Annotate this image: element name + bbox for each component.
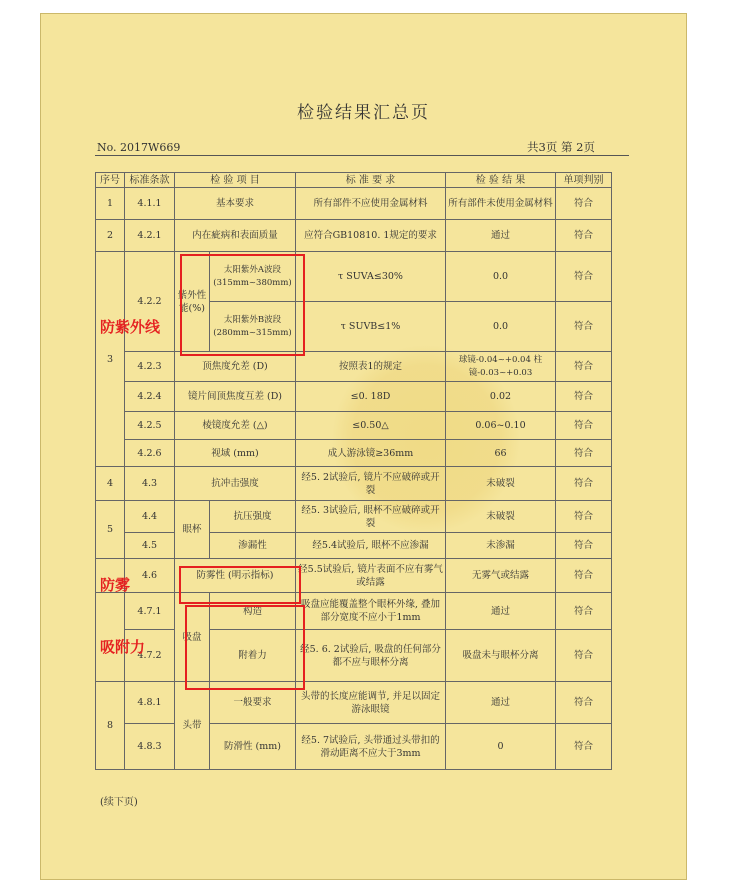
cell-result: 通过 xyxy=(446,593,556,630)
cell-clause: 4.2.4 xyxy=(125,382,175,412)
cell-clause: 4.2.6 xyxy=(125,440,175,467)
cell-verdict: 符合 xyxy=(556,412,612,440)
cell-clause: 4.8.3 xyxy=(125,724,175,770)
header-clause: 标准条款 xyxy=(125,173,175,188)
cell-result: 0.0 xyxy=(446,252,556,302)
cell-item: 抗压强度 xyxy=(210,501,296,533)
cell-clause: 4.6 xyxy=(125,559,175,593)
document-title: 检验结果汇总页 xyxy=(297,103,430,123)
cell-result: 66 xyxy=(446,440,556,467)
cell-requirement: 经5. 3试验后, 眼杯不应破碎或开裂 xyxy=(296,501,446,533)
result-table xyxy=(95,172,612,770)
cell-requirement: 经5. 7试验后, 头带通过头带扣的滑动距离不应大于3mm xyxy=(296,724,446,770)
table-row xyxy=(96,682,612,724)
cell-item: 构造 xyxy=(210,593,296,630)
cell-seq: 1 xyxy=(96,188,125,220)
cell-clause: 4.8.1 xyxy=(125,682,175,724)
cell-result: 0.02 xyxy=(446,382,556,412)
table-row xyxy=(96,252,612,302)
cell-clause: 4.5 xyxy=(125,533,175,559)
cell-result: 球镜-0.04~+0.04 柱镜-0.03~+0.03 xyxy=(446,352,556,382)
cell-verdict: 符合 xyxy=(556,188,612,220)
cell-seq: 8 xyxy=(96,682,125,770)
cell-verdict: 符合 xyxy=(556,467,612,501)
cell-item: 顶焦度允差 (D) xyxy=(175,352,296,382)
cell-clause: 4.4 xyxy=(125,501,175,533)
cell-requirement: τ SUVB≤1% xyxy=(296,302,446,352)
cell-verdict: 符合 xyxy=(556,440,612,467)
cell-item: 太阳紫外B波段(280mm~315mm) xyxy=(210,302,296,352)
cell-requirement: 吸盘应能覆盖整个眼杯外缘, 叠加部分宽度不应小于1mm xyxy=(296,593,446,630)
table-row xyxy=(96,467,612,501)
header-rule xyxy=(95,155,629,156)
cell-requirement: 经5. 2试验后, 镜片不应破碎或开裂 xyxy=(296,467,446,501)
cell-requirement: 所有部件不应使用金属材料 xyxy=(296,188,446,220)
cell-requirement: ≤0. 18D xyxy=(296,382,446,412)
cell-item: 一般要求 xyxy=(210,682,296,724)
table-row xyxy=(96,382,612,412)
cell-verdict: 符合 xyxy=(556,682,612,724)
fog-highlight-box xyxy=(179,566,301,604)
table-row xyxy=(96,559,612,593)
cell-item: 防滑性 (mm) xyxy=(210,724,296,770)
table-row xyxy=(96,188,612,220)
table-header-row xyxy=(96,173,612,188)
cell-requirement: 经5.4试验后, 眼杯不应渗漏 xyxy=(296,533,446,559)
cell-item-group: 眼杯 xyxy=(175,501,210,559)
table-row xyxy=(96,412,612,440)
cell-verdict: 符合 xyxy=(556,252,612,302)
cell-item-group: 头带 xyxy=(175,682,210,770)
header-result: 检 验 结 果 xyxy=(446,173,556,188)
table-row xyxy=(96,724,612,770)
continue-note: (续下页) xyxy=(100,797,138,808)
cell-clause: 4.2.2 xyxy=(125,252,175,352)
cell-requirement: 经5. 6. 2试验后, 吸盘的任何部分都不应与眼杯分离 xyxy=(296,630,446,682)
annotation-suction: 吸附力 xyxy=(100,638,146,656)
cell-result: 通过 xyxy=(446,220,556,252)
cell-verdict: 符合 xyxy=(556,724,612,770)
annotation-uv: 防紫外线 xyxy=(100,318,161,336)
table-row xyxy=(96,593,612,630)
cell-result: 吸盘未与眼杯分离 xyxy=(446,630,556,682)
cell-verdict: 符合 xyxy=(556,533,612,559)
cell-requirement: 应符合GB10810. 1规定的要求 xyxy=(296,220,446,252)
cell-result: 无雾气或结露 xyxy=(446,559,556,593)
cell-item-group: 吸盘 xyxy=(175,593,210,682)
cell-result: 0 xyxy=(446,724,556,770)
cell-item-group: 紫外性能(%) xyxy=(175,252,210,352)
cell-requirement: 成人游泳镜≥36mm xyxy=(296,440,446,467)
cell-verdict: 符合 xyxy=(556,382,612,412)
header-seq: 序号 xyxy=(96,173,125,188)
cell-result: 所有部件未使用金属材料 xyxy=(446,188,556,220)
cell-seq: 4 xyxy=(96,467,125,501)
cell-verdict: 符合 xyxy=(556,501,612,533)
cell-clause: 4.2.1 xyxy=(125,220,175,252)
cell-item: 基本要求 xyxy=(175,188,296,220)
cell-requirement: ≤0.50△ xyxy=(296,412,446,440)
cell-item: 渗漏性 xyxy=(210,533,296,559)
cell-requirement: τ SUVA≤30% xyxy=(296,252,446,302)
cell-item: 棱镜度允差 (△) xyxy=(175,412,296,440)
cell-result: 未破裂 xyxy=(446,501,556,533)
cell-result: 0.0 xyxy=(446,302,556,352)
annotation-fog: 防雾 xyxy=(100,576,131,594)
cell-result: 未渗漏 xyxy=(446,533,556,559)
cell-item: 防雾性 (明示指标) xyxy=(175,559,296,593)
cell-clause: 4.1.1 xyxy=(125,188,175,220)
cell-item: 内在疵病和表面质量 xyxy=(175,220,296,252)
cell-verdict: 符合 xyxy=(556,559,612,593)
cell-item: 太阳紫外A波段(315mm~380mm) xyxy=(210,252,296,302)
cell-item: 抗冲击强度 xyxy=(175,467,296,501)
header-requirement: 标 准 要 求 xyxy=(296,173,446,188)
cell-verdict: 符合 xyxy=(556,220,612,252)
cell-clause: 4.7.2 xyxy=(125,630,175,682)
cell-verdict: 符合 xyxy=(556,630,612,682)
table-row xyxy=(96,220,612,252)
cell-verdict: 符合 xyxy=(556,352,612,382)
cell-seq: 5 xyxy=(96,501,125,559)
cell-item: 镜片间顶焦度互差 (D) xyxy=(175,382,296,412)
cell-result: 0.06~0.10 xyxy=(446,412,556,440)
cell-clause: 4.2.3 xyxy=(125,352,175,382)
cell-item: 视域 (mm) xyxy=(175,440,296,467)
table-row xyxy=(96,440,612,467)
cell-result: 通过 xyxy=(446,682,556,724)
report-number: No. 2017W669 xyxy=(97,141,181,154)
header-verdict: 单项判别 xyxy=(556,173,612,188)
cell-requirement: 经5.5试验后, 镜片表面不应有雾气或结露 xyxy=(296,559,446,593)
suction-highlight-box xyxy=(185,605,305,690)
table-row xyxy=(96,630,612,682)
cell-item: 附着力 xyxy=(210,630,296,682)
cell-seq: 2 xyxy=(96,220,125,252)
table-row xyxy=(96,352,612,382)
cell-clause: 4.3 xyxy=(125,467,175,501)
uv-highlight-box xyxy=(180,254,305,356)
cell-result: 未破裂 xyxy=(446,467,556,501)
cell-verdict: 符合 xyxy=(556,302,612,352)
cell-clause: 4.7.1 xyxy=(125,593,175,630)
cell-clause: 4.2.5 xyxy=(125,412,175,440)
header-item: 检 验 项 目 xyxy=(175,173,296,188)
cell-requirement: 按照表1的规定 xyxy=(296,352,446,382)
cell-seq: 3 xyxy=(96,252,125,467)
page-info: 共3页 第 2页 xyxy=(527,140,595,154)
table-row xyxy=(96,533,612,559)
cell-requirement: 头带的长度应能调节, 并足以固定游泳眼镜 xyxy=(296,682,446,724)
table-row xyxy=(96,501,612,533)
cell-verdict: 符合 xyxy=(556,593,612,630)
